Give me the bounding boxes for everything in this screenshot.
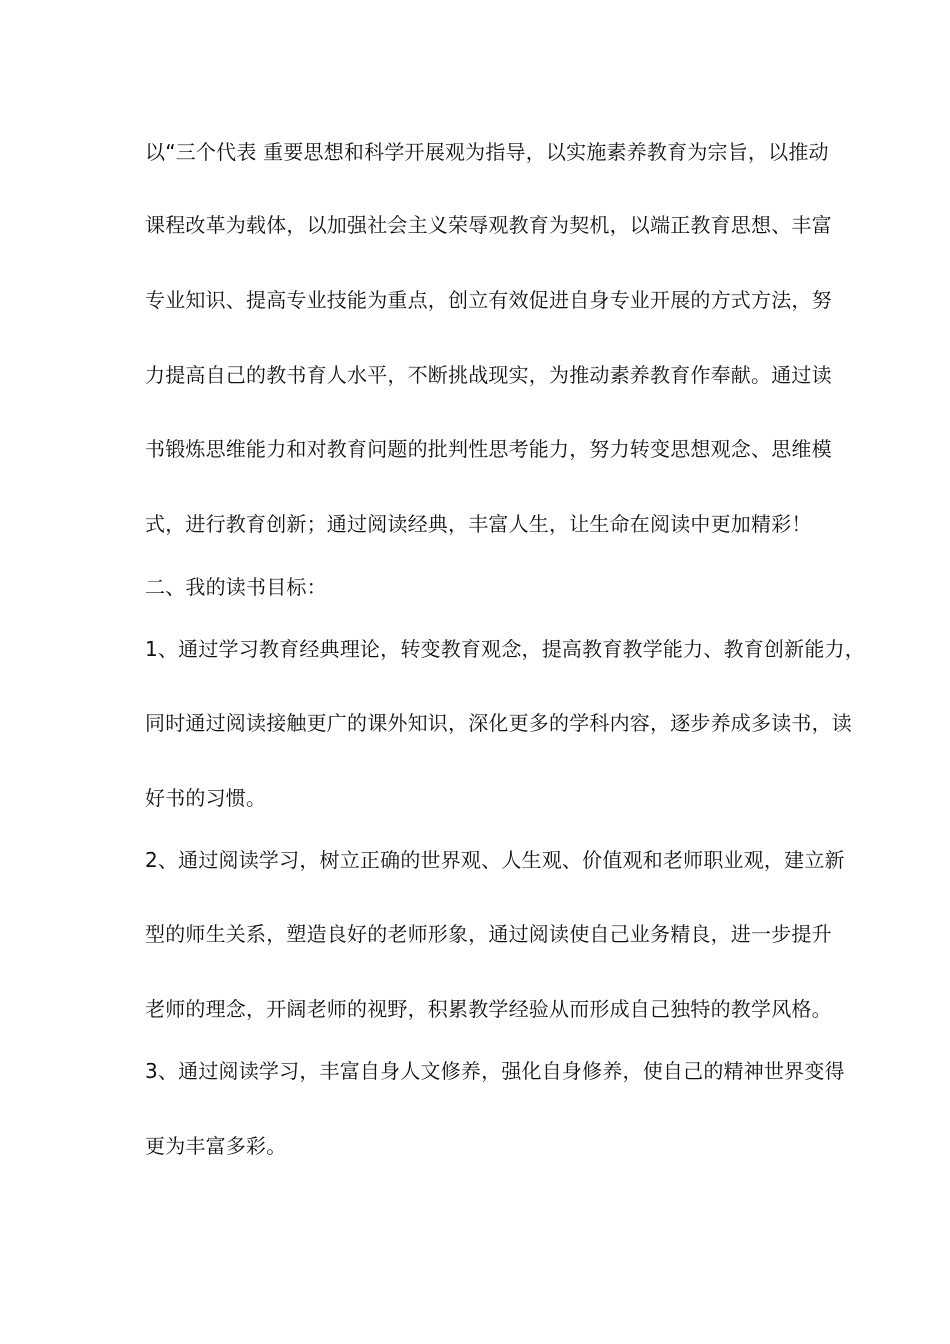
paragraph-line: 书锻炼思维能力和对教育问题的批判性思考能力，努力转变思想观念、思维模 [145,437,832,461]
section-heading: 二、我的读书目标： [145,575,327,599]
list-item-line: 2、通过阅读学习，树立正确的世界观、人生观、价值观和老师职业观，建立新 [145,848,845,872]
list-item-line: 同时通过阅读接触更广的课外知识，深化更多的学科内容，逐步养成多读书，读 [145,711,852,735]
paragraph-line: 以“三个代表 重要思想和科学开展观为指导，以实施素养教育为宗旨，以推动 [145,140,829,164]
paragraph-line: 式，进行教育创新；通过阅读经典，丰富人生，让生命在阅读中更加精彩！ [145,512,812,536]
list-item-line: 好书的习惯。 [145,786,267,810]
list-item-line: 1、通过学习教育经典理论，转变教育观念，提高教育教学能力、教育创新能力， [145,637,865,661]
list-item-line: 老师的理念，开阔老师的视野，积累教学经验从而形成自己独特的教学风格。 [145,997,832,1021]
list-item-line: 型的师生关系，塑造良好的老师形象，通过阅读使自己业务精良，进一步提升 [145,922,832,946]
paragraph-line: 课程改革为载体，以加强社会主义荣辱观教育为契机，以端正教育思想、丰富 [145,213,832,237]
paragraph-line: 力提高自己的教书育人水平，不断挑战现实，为推动素养教育作奉献。通过读 [145,363,832,387]
list-item-line: 3、通过阅读学习，丰富自身人文修养，强化自身修养，使自己的精神世界变得 [145,1059,845,1083]
list-item-line: 更为丰富多彩。 [145,1134,287,1158]
paragraph-line: 专业知识、提高专业技能为重点，创立有效促进自身专业开展的方式方法，努 [145,288,832,312]
